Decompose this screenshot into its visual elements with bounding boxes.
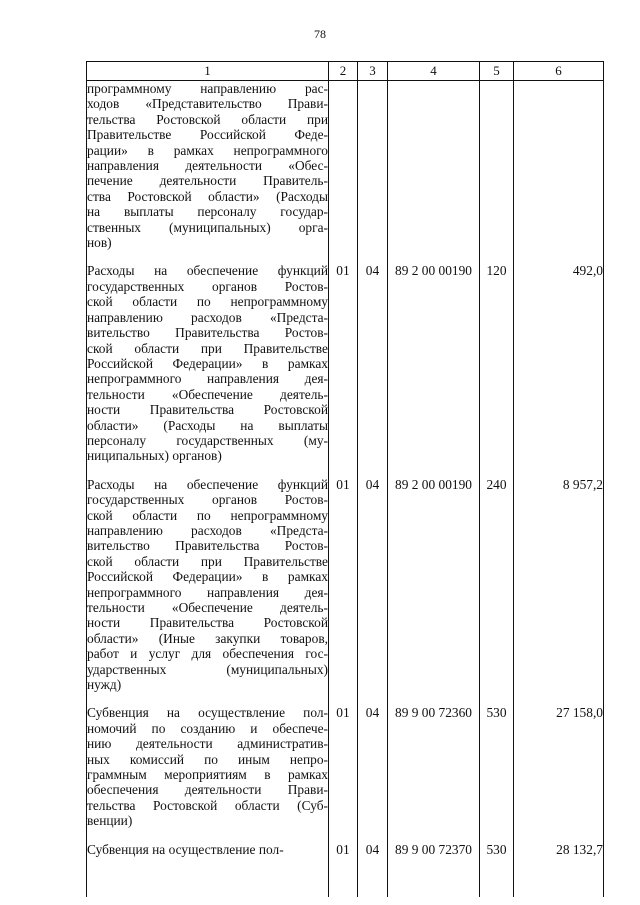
- row-amount: 27 158,0: [514, 701, 604, 837]
- column-header: 4: [388, 62, 480, 81]
- row-target-article: [388, 81, 480, 260]
- row-section: 01: [329, 473, 358, 702]
- description-line: области» (Иные закупки товаров,: [87, 630, 328, 646]
- column-header: 1: [87, 62, 329, 81]
- row-target-article: 89 2 00 00190: [388, 473, 480, 702]
- description-line: Субвенция на осуществление пол-: [87, 841, 284, 857]
- description-line: венции): [87, 813, 133, 829]
- column-header: 2: [329, 62, 358, 81]
- table-row: [87, 838, 604, 897]
- description-line: Российской Федерации» в рамках: [87, 355, 328, 371]
- description-line: вительство Правительства Ростов-: [87, 538, 328, 554]
- description-line: обеспечения деятельности Прави-: [87, 782, 328, 798]
- row-amount: 492,0: [514, 259, 604, 472]
- description-line: тельности «Обеспечение деятель-: [87, 386, 328, 402]
- row-subsection: 04: [358, 259, 388, 472]
- description-line: персоналу государственных (му-: [87, 432, 328, 448]
- description-line: ных комиссий по иным непро-: [87, 751, 328, 767]
- description-line: Расходы на обеспечение функций: [87, 476, 328, 492]
- description-line: области» (Расходы на выплаты: [87, 417, 328, 433]
- row-expense-type: [480, 81, 514, 260]
- description-line: ударственных (муниципальных): [87, 661, 328, 677]
- row-amount: 8 957,2: [514, 473, 604, 702]
- row-description: [87, 473, 329, 702]
- description-line: печение деятельности Правитель-: [87, 173, 328, 189]
- row-subsection: 04: [358, 473, 388, 702]
- table-row: [87, 259, 604, 472]
- row-amount: [514, 81, 604, 260]
- description-line: вительство Правительства Ростов-: [87, 325, 328, 341]
- description-line: тельности «Обеспечение деятель-: [87, 600, 328, 615]
- description-line: ской области при Правительстве: [87, 340, 328, 356]
- page-number: 78: [314, 27, 326, 41]
- description-line: Российской Федерации» в рамках: [87, 569, 328, 585]
- description-line: непрограммного направления дея-: [87, 584, 328, 600]
- column-header: 6: [514, 62, 604, 81]
- table-header-row: [87, 62, 604, 81]
- description-line: Правительстве Российской Феде-: [87, 127, 328, 143]
- description-line: Расходы на обеспечение функций: [87, 263, 328, 279]
- description-line: направлению расходов «Предста-: [87, 309, 328, 325]
- row-subsection: [358, 81, 388, 260]
- row-section: [329, 81, 358, 260]
- description-line: рации» в рамках непрограммного: [87, 142, 328, 158]
- budget-table: [86, 61, 604, 897]
- description-line: ности Правительства Ростовской: [87, 615, 328, 631]
- description-line: ходов «Представительство Прави-: [87, 96, 328, 112]
- description-line: программному направлению рас-: [87, 81, 328, 96]
- column-header: 3: [358, 62, 388, 81]
- row-section: 01: [329, 259, 358, 472]
- description-line: тельства Ростовской области при: [87, 111, 328, 127]
- row-target-article: 89 9 00 72360: [388, 701, 480, 837]
- description-line: ственных (муниципальных) орга-: [87, 219, 328, 235]
- description-line: номочий по созданию и обеспече-: [87, 720, 328, 736]
- row-target-article: 89 2 00 00190: [388, 259, 480, 472]
- row-description: [87, 838, 329, 897]
- row-expense-type: 240: [480, 473, 514, 702]
- description-line: ности Правительства Ростовской: [87, 402, 328, 418]
- description-line: ской области по непрограммному: [87, 294, 328, 310]
- description-line: непрограммного направления дея-: [87, 371, 328, 387]
- description-line: ства Ростовской области» (Расходы: [87, 188, 328, 204]
- description-line: нов): [87, 235, 112, 251]
- row-description: [87, 81, 329, 260]
- row-description: [87, 701, 329, 837]
- table-row: [87, 473, 604, 702]
- description-line: на выплаты персоналу государ-: [87, 204, 328, 220]
- row-description: [87, 259, 329, 472]
- table-row: [87, 81, 604, 260]
- description-line: ниципальных) органов): [87, 448, 222, 464]
- row-target-article: 89 9 00 72370: [388, 838, 480, 897]
- description-line: Субвенция на осуществление пол-: [87, 705, 328, 721]
- description-line: нужд): [87, 677, 122, 693]
- row-expense-type: 530: [480, 838, 514, 897]
- row-amount: 28 132,7: [514, 838, 604, 897]
- row-expense-type: 530: [480, 701, 514, 837]
- row-section: 01: [329, 838, 358, 897]
- column-header: 5: [480, 62, 514, 81]
- description-line: работ и услуг для обеспечения гос-: [87, 646, 328, 662]
- table-row: [87, 701, 604, 837]
- table-body: [87, 81, 604, 898]
- row-expense-type: 120: [480, 259, 514, 472]
- description-line: государственных органов Ростов-: [87, 492, 328, 508]
- row-subsection: 04: [358, 838, 388, 897]
- description-line: ской области по непрограммному: [87, 507, 328, 523]
- description-line: ской области при Правительстве: [87, 553, 328, 569]
- description-line: нию деятельности административ-: [87, 736, 328, 752]
- description-line: направлению расходов «Предста-: [87, 522, 328, 538]
- description-line: направления деятельности «Обес-: [87, 158, 328, 174]
- row-subsection: 04: [358, 701, 388, 837]
- description-line: граммным мероприятиям в рамках: [87, 767, 328, 783]
- description-line: государственных органов Ростов-: [87, 278, 328, 294]
- row-section: 01: [329, 701, 358, 837]
- description-line: тельства Ростовской области (Суб-: [87, 797, 328, 813]
